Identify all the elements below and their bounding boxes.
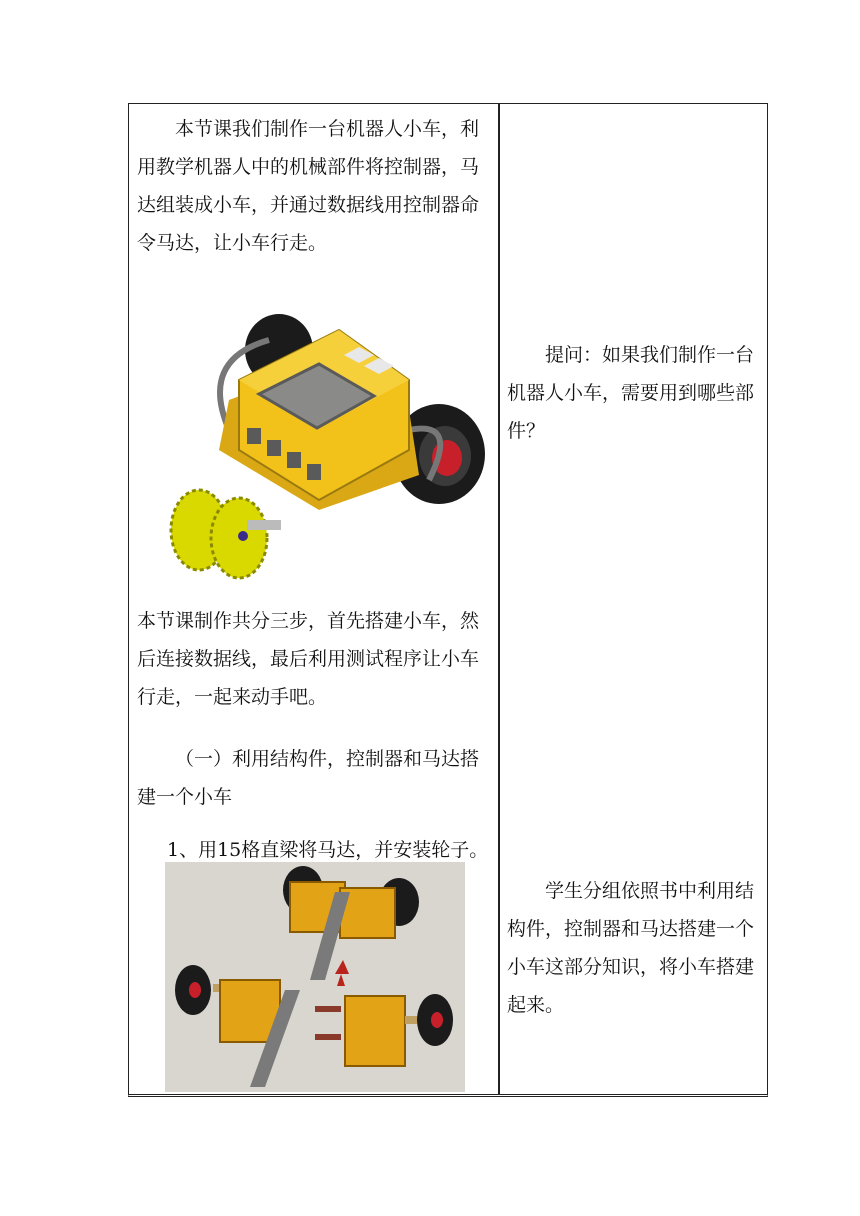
robot-car-illustration xyxy=(159,300,503,590)
front-gear-wheels xyxy=(171,490,281,578)
intro-paragraph: 本节课我们制作一台机器人小车，利用教学机器人中的机械部件将控制器，马达组装成小车，并通过数据线用控制器命令马达，让小车行走。 xyxy=(137,118,480,254)
column-divider xyxy=(498,104,500,1094)
steps-overview-paragraph: 本节课制作共分三步，首先搭建小车，然后连接数据线，最后利用测试程序让小车行走，一起来动手吧。 xyxy=(137,610,480,708)
lesson-table xyxy=(128,103,768,1097)
teacher-question: 提问：如果我们制作一台机器人小车，需要用到哪些部件？ xyxy=(507,344,755,442)
assembly-photo xyxy=(165,862,465,1092)
step-1-text: 1、用15格直梁将马达，并安装轮子。 xyxy=(167,839,489,861)
student-activity: 学生分组依照书中利用结构件，控制器和马达搭建一个小车这部分知识，将小车搭建起来。 xyxy=(507,880,755,1016)
section-heading-1: （一）利用结构件，控制器和马达搭建一个小车 xyxy=(137,748,480,808)
